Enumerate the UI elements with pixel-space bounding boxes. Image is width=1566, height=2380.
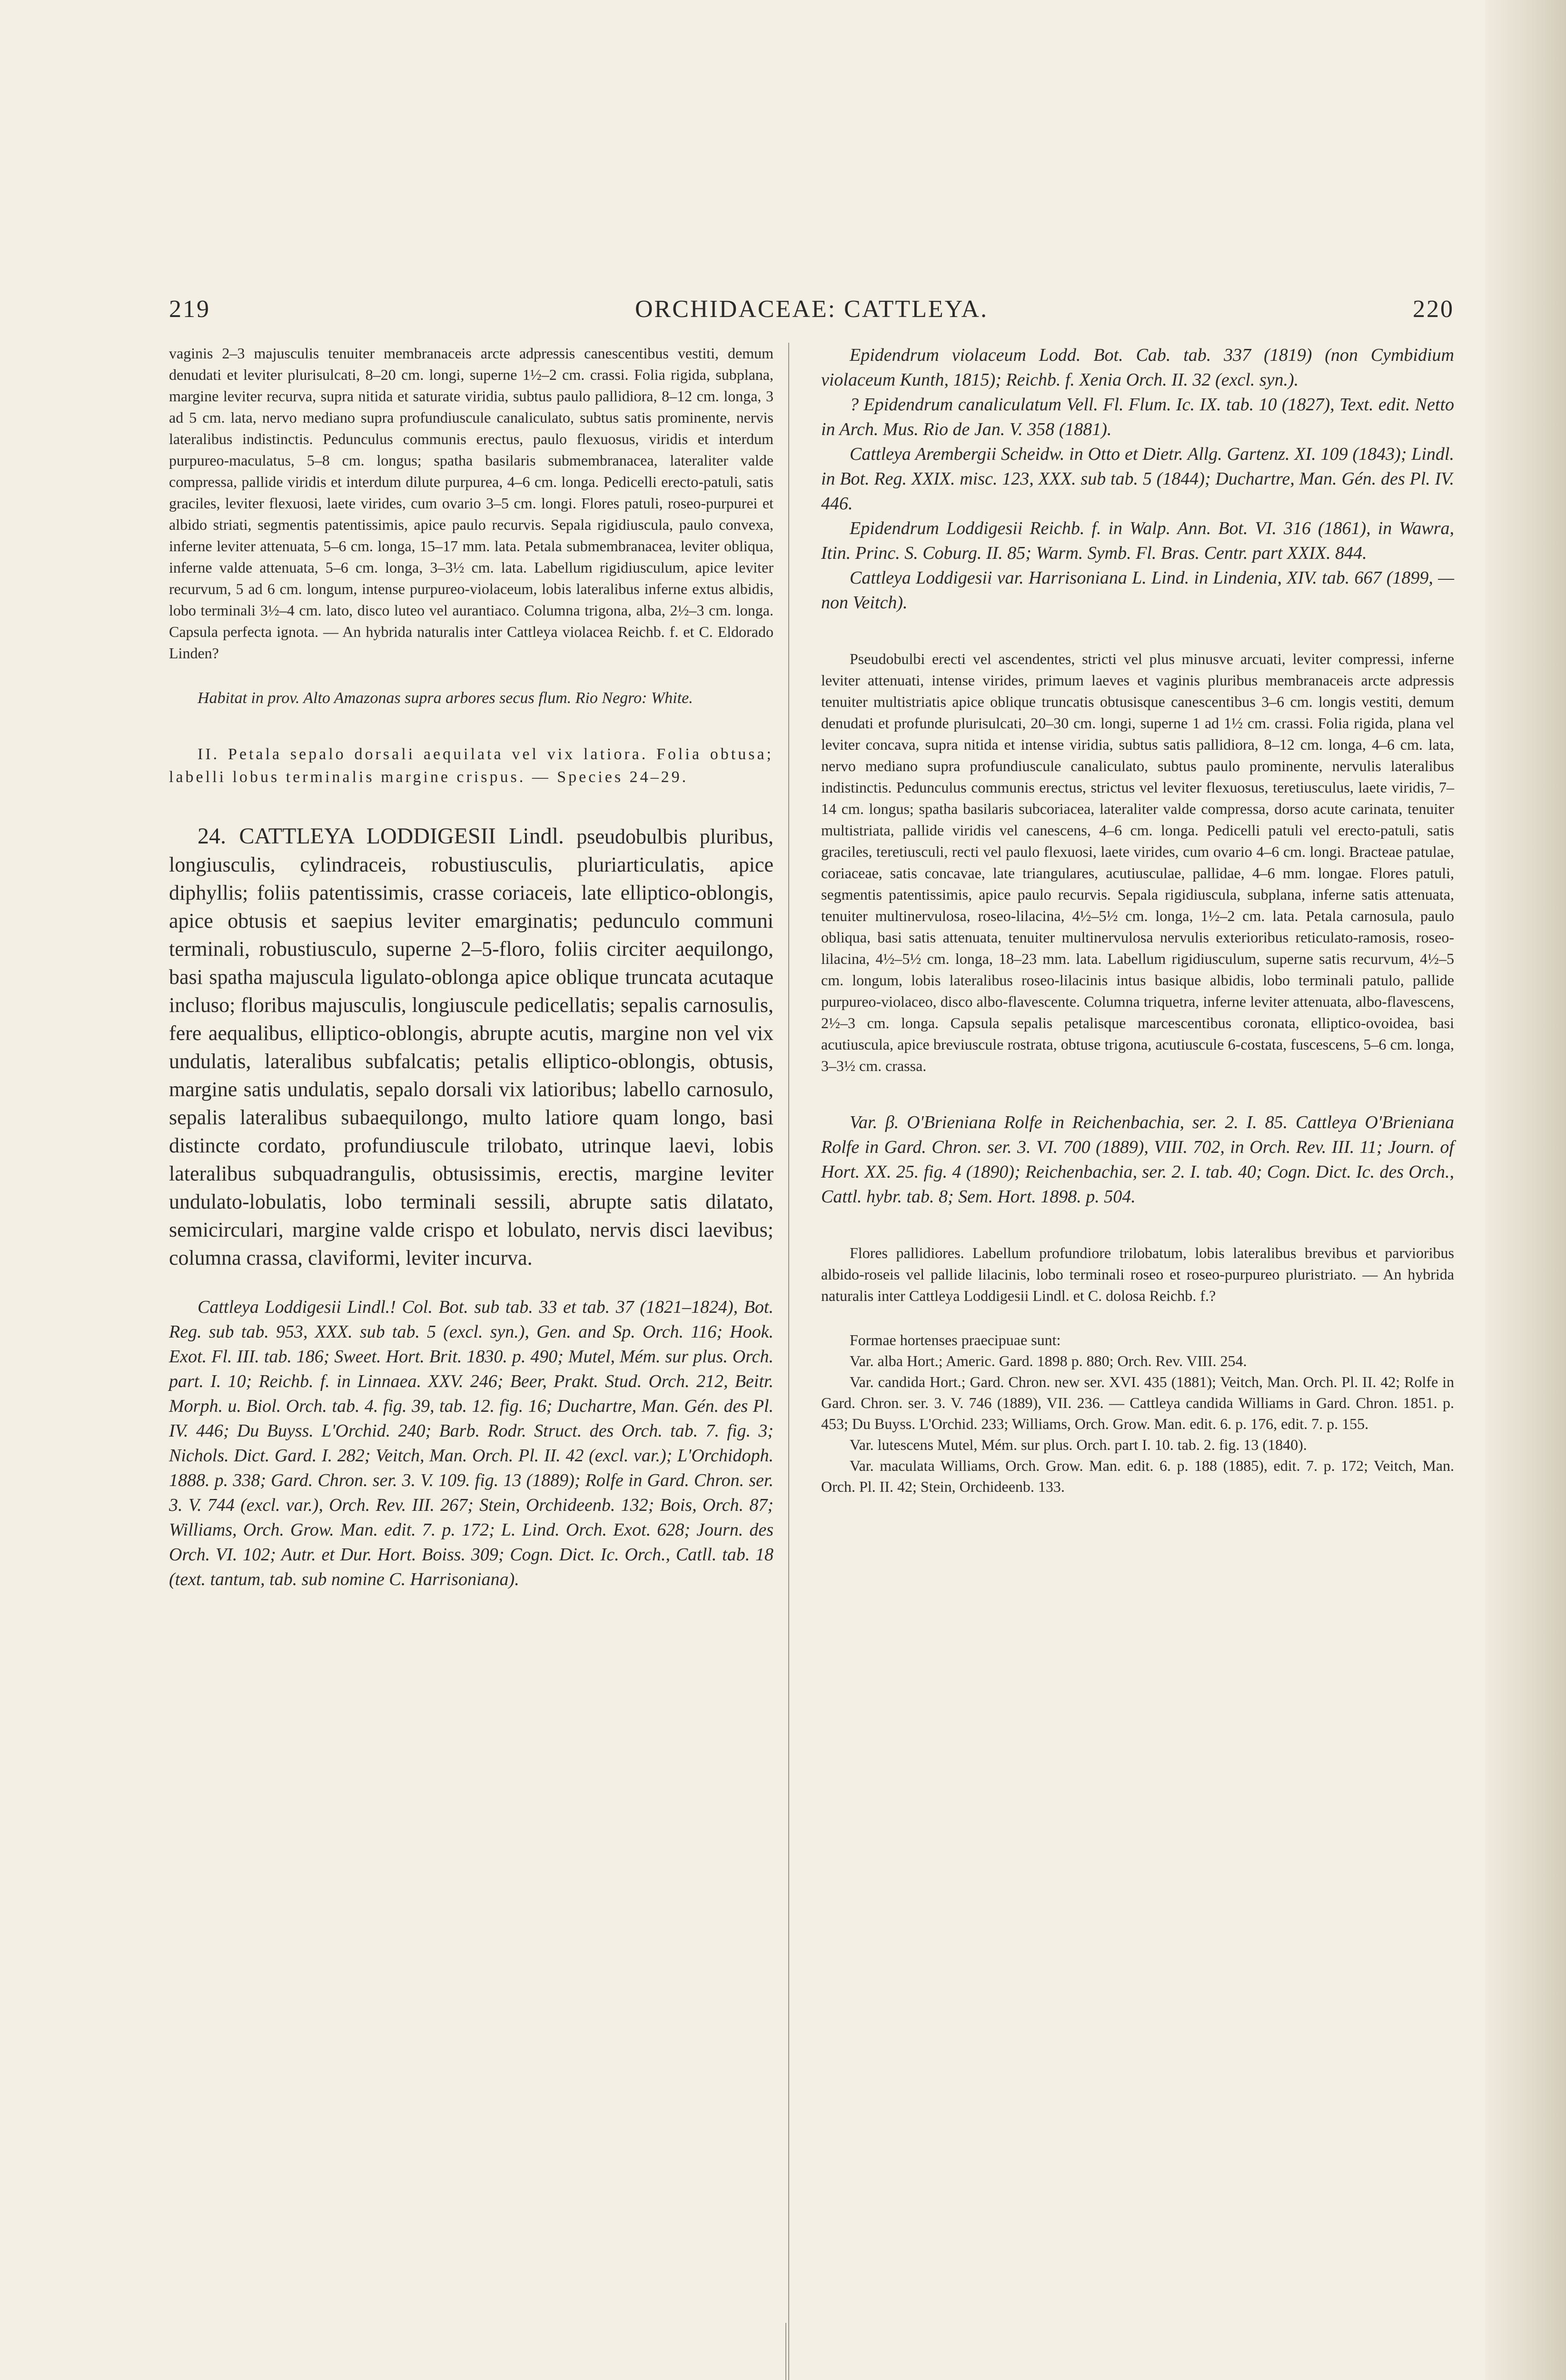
synonym-epidendrum-loddigesii: Epidendrum Loddigesii Reichb. f. in Walp. Ann. Bot. VI. 316 (1861), in Wawra, Itin. Princ. S. Coburg. II. 85; Warm. Symb. Fl. Bras. Centr. part XXIX. 844. [821, 518, 1454, 563]
species-title: 24. CATTLEYA LODDIGESII Lindl. [198, 823, 564, 849]
variety-beta-description: Flores pallidiores. Labellum profundiore trilobatum, lobis lateralibus brevibus et parvioribus albido-roseis vel pallide lilacinis, lobo terminali roseo et roseo-purpureo pluristriato. — An hybrida naturalis inter Cattleya Loddigesii Lindl. et C. dolosa Reichb. f.? [821, 1244, 1454, 1304]
forma-alba: Var. alba Hort.; Americ. Gard. 1898 p. 880; Orch. Rev. VIII. 254. [850, 1352, 1247, 1369]
running-title: ORCHIDACEAE: CATTLEYA. [635, 296, 988, 323]
detailed-description: Pseudobulbi erecti vel ascendentes, stricti vel plus minusve arcuati, leviter compressi, inferne leviter attenuati, intense virides, primum laeves et vaginis pluribus membranaceis arcte adpressis tenuiter multistriatis apice oblique truncatis obtusisque canescentibus 3–6 cm. longis vestiti, demum denudati et profunde plurisulcati, 20–30 cm. longi, superne 1 ad 1½ cm. crassi. Folia rigida, plana vel leviter concava, supra nitida et intense viridia, subtus satis pallidiora, 8–12 cm. longa, 4–6 cm. lata, nervo mediano supra profundiuscule canaliculato, subtus paulo prominente, nervulis lateralibus indistinctis. Pedunculus communis erectus, strictus vel leviter flexuosus, teretiusculus, laete viridis, 7–14 cm. longus; spatha basilaris subcoriacea, lateraliter valde compressa, dorso acute carinata, tenuiter multistriata, pallide viridis vel canescens, 4–6 cm. longa. Pedicelli patuli vel erecto-patuli, satis graciles, teretiusculi, recti vel paulo flexuosi, laete virides, cum ovario 4–6 cm. longi. Bracteae patulae, coriaceae, satis concavae, late triangulares, acutiusculae, pallidae, 4–6 mm. longae. Flores patuli, segmentis patentissimis, apice paulo recurvis. Sepala rigidiuscula, subplana, inferne satis attenuata, tenuiter multinervulosa, roseo-lilacina, 4½–5½ cm. longa, 1½–2 cm. lata. Petala carnosula, paulo obliqua, basi satis attenuata, tenuiter multinervulosa nervulis exterioribus reticulato-ramosis, roseo-lilacina, 4½–5½ cm. longa, 18–23 mm. lata. Labellum rigidiusculum, superne satis recurvum, 4½–5 cm. longum, lobis lateralibus roseo-lilacinis intus basique albidis, lobo terminali patulo, pallide purpureo-violaceo, disco albo-flavescente. Columna triquetra, inferne leviter attenuata, albo-flavescens, 2½–3 cm. longa. Capsula sepalis petalisque marcescentibus coronata, elliptico-ovoidea, basi acutiuscula, apice breviuscule rostrata, obtuse trigona, acutiuscule 6-costata, fuscescens, 5–6 cm. longa, 3–3½ cm. crassa. [821, 650, 1454, 1074]
forma-candida: Var. candida Hort.; Gard. Chron. new ser. XVI. 435 (1881); Veitch, Man. Orch. Pl. II. 42; Rolfe in Gard. Chron. ser. 3. V. 746 (1889), VII. 236. — Cattleya candida Williams in Gard. Chron. 1851. p. 453; Du Buyss. L'Orchid. 233; Williams, Orch. Grow. Man. edit. 6. p. 176, edit. 7. p. 155. [821, 1373, 1454, 1432]
formae-intro: Formae hortenses praecipuae sunt: [850, 1331, 1061, 1349]
right-column [821, 343, 1454, 1497]
description-continued: vaginis 2–3 majusculis tenuiter membranaceis arcte adpressis canescentibus vestiti, demum denudati et leviter plurisulcati, 8–20 cm. longi, superne 1½–2 cm. crassi. Folia rigida, subplana, margine leviter recurva, supra nitida et saturate viridia, subtus paulo pallidiora, 8–12 cm. longa, 3 ad 5 cm. lata, nervo mediano supra profundiuscule canaliculato, subtus satis prominente, nervis lateralibus indistinctis. Pedunculus communis erectus, paulo flexuosus, viridis et interdum purpureo-maculatus, 5–8 cm. longus; spatha basilaris submembranacea, lateraliter valde compressa, pallide viridis et interdum dilute purpurea, 4–6 cm. longa. Pedicelli erecto-patuli, satis graciles, leviter flexuosi, laete virides, cum ovario 3–5 cm. longi. Flores patuli, roseo-purpurei et albido striati, segmentis patentissimis, apice paulo recurvis. Sepala rigidiuscula, paulo convexa, inferne leviter attenuata, 5–6 cm. longa, 15–17 mm. lata. Petala submembranacea, leviter obliqua, inferne valde attenuata, 5–6 cm. longa, 3–3½ cm. lata. Labellum rigidiusculum, apice leviter recurvum, 5 ad 6 cm. longum, intense purpureo-violaceum, lobis lateralibus inferne extus albidis, lobo terminali 3½–4 cm. lato, disco luteo vel aurantiaco. Columna trigona, alba, 2½–3 cm. longa. Capsula perfecta ignota. — An hybrida naturalis inter Cattleya violacea Reichb. f. et C. Eldorado Linden? [169, 345, 773, 662]
page-header [169, 295, 1454, 333]
forma-maculata: Var. maculata Williams, Orch. Grow. Man. edit. 6. p. 188 (1885), edit. 7. p. 172; Veitch, Man. Orch. Pl. II. 42; Stein, Orchideenb. 133. [821, 1457, 1454, 1495]
page-binding-shadow [1485, 0, 1566, 2380]
synonym-cattleya-arembergii: Cattleya Arembergii Scheidw. in Otto et Dietr. Allg. Gartenz. XI. 109 (1843); Lindl. in Bot. Reg. XXIX. misc. 123, XXX. sub tab. 5 (1844); Duchartre, Man. Gén. des Pl. IV. 446. [821, 444, 1454, 514]
page-number-left: 219 [169, 296, 210, 323]
synonym-epidendrum-canaliculatum: ? Epidendrum canaliculatum Vell. Fl. Flum. Ic. IX. tab. 10 (1827), Text. edit. Netto in Arch. Mus. Rio de Jan. V. 358 (1881). [821, 395, 1454, 439]
species-diagnosis: pseudobulbis pluribus, longiusculis, cylindraceis, robustiusculis, pluriarticulatis, apice diphyllis; foliis patentissimis, crasse coriaceis, late elliptico-oblongis, apice obtusis et saepius leviter emarginatis; pedunculo communi terminali, robustiusculo, superne 2–5-floro, foliis circiter aequilongo, basi spatha majuscula ligulato-oblonga apice oblique truncata acutaque incluso; floribus majusculis, longiuscule pedicellatis; sepalis carnosulis, fere aequalibus, elliptico-oblongis, abrupte acutis, margine non vel vix undulatis, lateralibus subfalcatis; petalis elliptico-oblongis, obtusis, margine satis undulatis, sepalo dorsali vix latioribus; labello carnosulo, sepalis lateralibus subaequilongo, multo latiore quam longo, basi distincte cordato, profundiuscule trilobato, utrinque laevi, lobis lateralibus subquadrangulis, obtusissimis, erectis, margine leviter undulato-lobulatis, lobo terminali sessili, abrupte satis dilatato, semicirculari, margine valde crispo et lobulato, nervis disci laevibus; columna crassa, claviformi, leviter incurva. [169, 825, 774, 1269]
forma-lutescens: Var. lutescens Mutel, Mém. sur plus. Orch. part I. 10. tab. 2. fig. 13 (1840). [850, 1436, 1307, 1453]
variety-beta-obrieniana: Var. β. O'Brieniana Rolfe in Reichenbachia, ser. 2. I. 85. Cattleya O'Brieniana Rolfe in Gard. Chron. ser. 3. VI. 700 (1889), VIII. 702, in Orch. Rev. III. 11; Journ. of Hort. XX. 25. fig. 4 (1890); Reichenbachia, ser. 2. I. tab. 40; Cogn. Dict. Ic. des Orch., Cattl. hybr. tab. 8; Sem. Hort. 1898. p. 504. [821, 1112, 1454, 1207]
synonym-cattleya-harrisoniana: Cattleya Loddigesii var. Harrisoniana L. Lind. in Lindenia, XIV. tab. 667 (1899, — non Veitch). [821, 568, 1454, 613]
page-number-right: 220 [1413, 296, 1454, 323]
synonymy-list: Cattleya Loddigesii Lindl.! Col. Bot. sub tab. 33 et tab. 37 (1821–1824), Bot. Reg. sub tab. 953, XXX. sub tab. 5 (excl. syn.), Gen. and Sp. Orch. 116; Hook. Exot. Fl. III. tab. 186; Sweet. Hort. Brit. 1830. p. 490; Mutel, Mém. sur plus. Orch. part. I. 10; Reichb. f. in Linnaea. XXV. 246; Beer, Prakt. Stud. Orch. 212, Beitr. Morph. u. Biol. Orch. tab. 4. fig. 39, tab. 12. fig. 16; Duchartre, Man. Gén. des Pl. IV. 446; Du Buyss. L'Orchid. 240; Barb. Rodr. Struct. des Orch. tab. 7. fig. 3; Nichols. Dict. Gard. I. 282; Veitch, Man. Orch. Pl. II. 42 (excl. var.); L'Orchidoph. 1888. p. 338; Gard. Chron. ser. 3. V. 109. fig. 13 (1889); Rolfe in Gard. Chron. ser. 3. V. 744 (excl. var.), Orch. Rev. III. 267; Stein, Orchideenb. 132; Bois, Orch. 87; Williams, Orch. Grow. Man. edit. 7. p. 172; L. Lind. Orch. Exot. 628; Journ. des Orch. VI. 102; Autr. et Dur. Hort. Boiss. 309; Cogn. Dict. Ic. Orch., Catll. tab. 18 (text. tantum, tab. sub nomine C. Harrisoniana). [169, 1297, 773, 1589]
section-ii-key: II. Petala sepalo dorsali aequilata vel vix latiora. Folia obtusa; labelli lobus terminalis margine crispus. — Species 24–29. [169, 745, 773, 786]
column-divider-lower [785, 2323, 786, 2380]
column-divider [788, 343, 789, 2380]
synonym-epidendrum-violaceum: Epidendrum violaceum Lodd. Bot. Cab. tab. 337 (1819) (non Cymbidium violaceum Kunth, 1815); Reichb. f. Xenia Orch. II. 32 (excl. syn.). [821, 345, 1454, 390]
habitat-paragraph: Habitat in prov. Alto Amazonas supra arbores secus flum. Rio Negro: White. [198, 689, 693, 707]
species-entry [169, 822, 773, 1272]
left-column [169, 343, 773, 1592]
